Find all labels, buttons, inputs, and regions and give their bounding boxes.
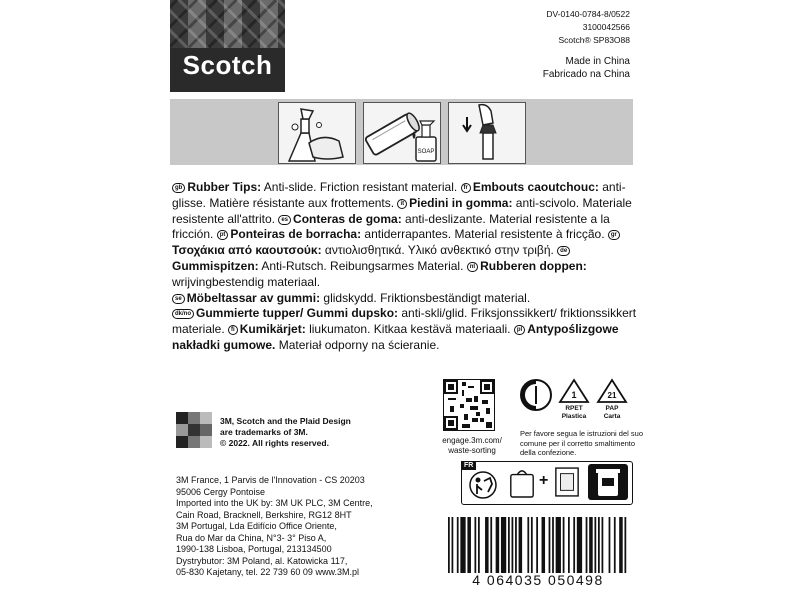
barcode-bar — [573, 517, 575, 573]
barcode-bar — [594, 517, 596, 573]
plaid-mini-icon — [176, 412, 212, 448]
title-pt: Ponteiras de borracha: — [230, 227, 362, 242]
address-line: Rua do Mar da China, N°3- 3° Piso A, — [176, 532, 327, 543]
body-es: anti-deslizante. Material resistente a la fricción. — [172, 211, 610, 242]
title-se: Möbeltassar av gummi: — [186, 290, 321, 305]
barcode-bar — [552, 517, 554, 573]
barcode-bar — [460, 517, 465, 573]
pete-label — [554, 405, 594, 421]
address-line: Imported into the UK by: 3M UK PLC, 3M Centre, — [176, 498, 373, 508]
barcode-bar — [614, 517, 616, 573]
country-badge: FR — [461, 461, 476, 470]
pete-label-line: Plastica — [561, 413, 587, 420]
origin-text — [520, 55, 630, 81]
insert-tip-icon — [448, 102, 526, 164]
address-line: Cain Road, Bracknell, Berkshire, RG12 8HT — [176, 509, 352, 520]
trademark-line: 3M, Scotch and the Plaid Design — [220, 416, 351, 426]
barcode-bar — [457, 517, 459, 573]
address-line: 95006 Cergy Pontoise — [176, 486, 266, 497]
title-dk: Gummierte tupper/ Gummi dupsko: — [196, 306, 399, 321]
address-line: 3M France, 1 Parvis de l'Innovation - CS 20203 — [176, 475, 365, 485]
disposal-note: Per favore segua le istruzioni del suo comune per il corretto smaltimento della confezione. — [520, 429, 643, 457]
pap-label — [592, 405, 632, 421]
title-pl: Antypoślizgowe nakładki gumowe. — [172, 322, 619, 352]
barcode-bar — [619, 517, 623, 573]
scotch-logo: Scotch — [182, 50, 273, 80]
barcode-bar — [508, 517, 510, 573]
barcode-bar — [515, 517, 517, 573]
barcode-bar — [549, 517, 551, 573]
barcode-bar — [556, 517, 561, 573]
waste-sorting-url[interactable] — [437, 436, 507, 456]
body-fi: liukumaton. Kitkaa kestävä materiaali. — [305, 322, 514, 337]
pete-label-line: RPET — [565, 405, 583, 412]
lang-code-nl: nl — [467, 262, 478, 272]
barcode-bar — [586, 517, 588, 573]
code-line: Scotch® SP83O88 — [558, 35, 630, 45]
lang-code-it: it — [397, 199, 407, 209]
pap-label-line: PAP — [605, 405, 619, 412]
origin-line: Made in China — [565, 56, 630, 67]
barcode-bar — [577, 517, 582, 573]
barcode-bar — [448, 517, 450, 573]
barcode-bar — [609, 517, 611, 573]
barcode-number: 4 064035 050498 — [472, 572, 604, 588]
lang-code-dk: dk/no — [172, 309, 194, 319]
lang-code-gb: gb — [172, 183, 185, 193]
title-gr: Τσοχάκια από καουτσούκ: — [172, 243, 322, 258]
title-fr: Embouts caoutchouc: — [472, 180, 599, 194]
barcode-bar — [452, 517, 454, 573]
barcode-bar — [512, 517, 514, 573]
body-pl: Materiał odporny na ścieranie. — [275, 337, 440, 352]
barcode-bar — [542, 517, 546, 573]
barcode-bar — [519, 517, 523, 573]
title-gb: Rubber Tips: — [187, 180, 262, 194]
barcode — [444, 517, 632, 573]
barcode-bar — [602, 517, 604, 573]
title-nl: Rubberen doppen: — [480, 258, 587, 273]
code-line: 3100042566 — [582, 22, 630, 32]
body-pt: antiderrapantes. Material resistente à fricção. — [361, 227, 608, 242]
url-line: waste-sorting — [448, 446, 496, 455]
bin-icon — [588, 464, 628, 500]
multilingual-description — [172, 180, 642, 354]
triman-icon — [468, 470, 498, 500]
lang-code-es: es — [278, 215, 291, 225]
trademark-line: are trademarks of 3M. — [220, 427, 308, 437]
svg-text:SOAP: SOAP — [417, 149, 435, 155]
address-line: 3M Portugal, Lda Edifício Office Oriente, — [176, 521, 337, 531]
title-fi: Kumikärjet: — [239, 322, 306, 337]
lang-code-fr: fr — [461, 183, 471, 193]
barcode-bar — [531, 517, 533, 573]
packaging-bag-icon — [508, 467, 536, 499]
trademark-line: © 2022. All rights reserved. — [220, 438, 329, 448]
barcode-bar — [490, 517, 492, 573]
barcode-bar — [563, 517, 565, 573]
lang-code-pl: pl — [514, 325, 525, 335]
lang-code-de: de — [557, 246, 570, 256]
barcode-bar — [467, 517, 471, 573]
barcode-bar — [496, 517, 500, 573]
pap-label-line: Carta — [603, 413, 621, 420]
soap-tube-icon — [363, 102, 441, 164]
blister-card-icon — [554, 466, 580, 498]
pete-recycle-icon — [556, 377, 592, 405]
barcode-bar — [568, 517, 570, 573]
origin-line: Fabricado na China — [542, 69, 630, 80]
lang-code-fi: fi — [228, 325, 238, 335]
green-dot-icon — [519, 378, 553, 412]
body-nl: wrijvingbestendig materiaal. — [172, 274, 321, 289]
barcode-bar — [485, 517, 489, 573]
code-line: DV-0140-0784-8/0522 — [546, 9, 630, 19]
barcode-bar — [624, 517, 626, 573]
barcode-bar — [527, 517, 529, 573]
body-se: glidskydd. Friktionsbeständigt material. — [320, 290, 531, 305]
cleaning-surface-icon — [278, 102, 356, 164]
pete-number: 1 — [571, 390, 577, 400]
barcode-bar — [501, 517, 506, 573]
body-gr: αντιολισθητικά. Υλικό ανθεκτικό στην τριβή. — [321, 243, 558, 258]
importer-addresses — [176, 475, 416, 579]
barcode-bar — [598, 517, 600, 573]
address-line: Dystrybutor: 3M Poland, al. Katowicka 117, — [176, 555, 348, 566]
title-it: Piedini in gomma: — [409, 195, 513, 210]
lang-code-se: se — [172, 294, 185, 304]
lang-code-pt: pt — [217, 230, 229, 240]
body-dk: anti-skli/glid. Friksjonssikkert/ friktionssikkert materiale. — [172, 306, 637, 337]
url-line: engage.3m.com/ — [442, 436, 502, 445]
barcode-bar — [474, 517, 476, 573]
lang-code-gr: gr — [608, 230, 620, 240]
plus-icon: + — [539, 472, 549, 489]
barcode-bar — [478, 517, 480, 573]
title-de: Gummispitzen: — [172, 258, 259, 273]
title-es: Conteras de goma: — [293, 211, 402, 226]
barcode-bar — [536, 517, 538, 573]
address-line: 05-830 Kajetany, tel. 22 739 60 09 www.3M.pl — [176, 567, 359, 577]
body-de: Anti-Rutsch. Reibungsarmes Material. — [258, 258, 467, 273]
body-fr: anti-glisse. Matière résistante aux frottements. — [172, 180, 626, 210]
trademark-notice — [220, 416, 400, 449]
pap-recycle-icon — [594, 377, 630, 405]
body-gb: Anti-slide. Friction resistant material. — [261, 180, 461, 194]
body-it: anti-scivolo. Materiale resistente all'attrito. — [172, 195, 632, 226]
address-line: 1990-138 Lisboa, Portugal, 213134500 — [176, 544, 332, 554]
pap-number: 21 — [607, 391, 617, 400]
triman-info-strip — [461, 461, 633, 505]
product-codes — [520, 8, 630, 47]
qr-code-icon[interactable] — [443, 379, 495, 431]
barcode-bar — [589, 517, 593, 573]
